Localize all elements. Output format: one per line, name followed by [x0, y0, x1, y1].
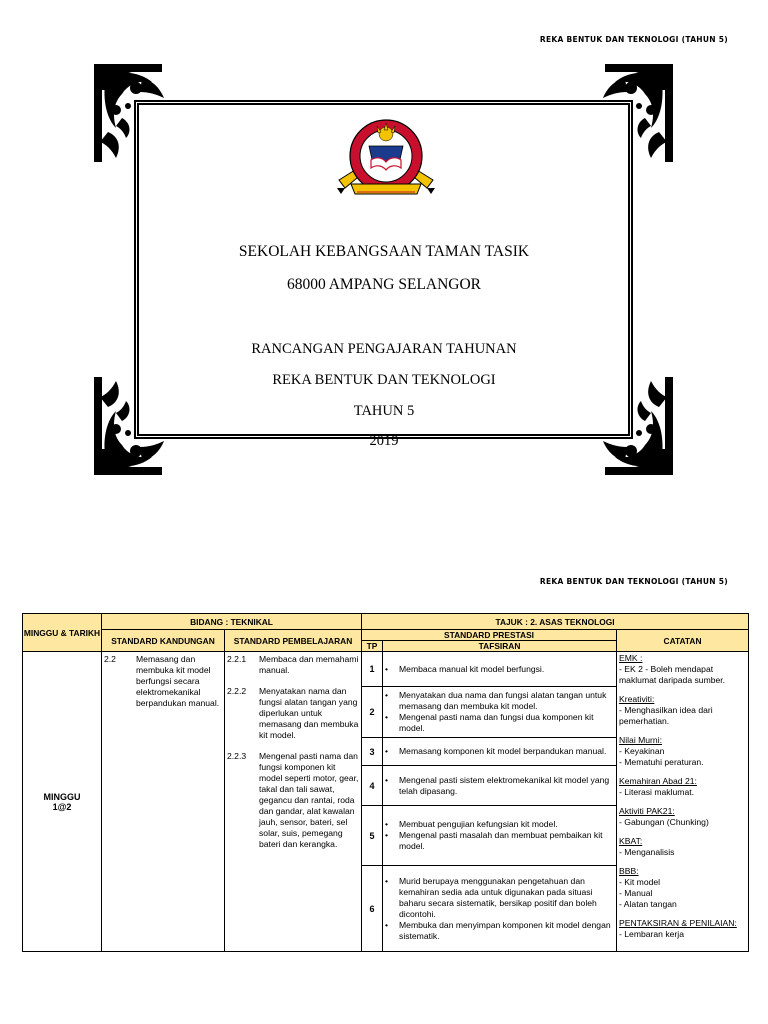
- catatan-heading: EMK :: [619, 653, 643, 663]
- standard-kandungan-cell: [102, 652, 225, 952]
- tp-cell: 4: [362, 766, 383, 806]
- catatan-line: - Lembaran kerja: [619, 929, 684, 939]
- running-header: REKA BENTUK DAN TEKNOLOGI (TAHUN 5): [539, 577, 728, 586]
- tafsiran-cell: [383, 806, 617, 866]
- catatan-line: - Literasi maklumat.: [619, 787, 694, 797]
- year-level: TAHUN 5: [353, 403, 415, 419]
- list-item: [385, 920, 612, 942]
- item-text: Memasang komponen kit model berpandukan manual.: [399, 746, 607, 756]
- tp-cell: 6: [362, 866, 383, 952]
- catatan-line: - Mematuhi peraturan.: [619, 757, 704, 767]
- item-number: 2.2.1: [227, 654, 247, 664]
- item-text: Mengenal pasti sistem elektromekanikal kit model yang telah dipasang.: [399, 774, 610, 796]
- item-text: Menyatakan dua nama dan fungsi alatan tangan untuk memasang dan membuka kit model.: [399, 690, 607, 711]
- header-tajuk: TAJUK : 2. ASAS TEKNOLOGI: [362, 614, 749, 630]
- item-text: Membuka dan menyimpan komponen kit model dengan sistematik.: [399, 919, 611, 941]
- item-number: 2.2: [104, 654, 116, 664]
- tp-cell: 3: [362, 738, 383, 766]
- bullet-icon: •: [385, 690, 389, 700]
- item-text: Membaca manual kit model berfungsi.: [399, 663, 545, 674]
- year: 2019: [369, 433, 399, 449]
- plan-title: RANCANGAN PENGAJARAN TAHUNAN: [251, 341, 517, 357]
- catatan-heading: Kreativiti:: [619, 694, 655, 704]
- catatan-line: - Keyakinan: [619, 746, 665, 756]
- bullet-icon: •: [385, 712, 389, 722]
- item-number: 2.2.2: [227, 686, 247, 696]
- list-item: [385, 712, 612, 734]
- item-number: 2.2.3: [227, 751, 247, 761]
- standard-pembelajaran-cell: [225, 652, 362, 952]
- tp-cell: 1: [362, 652, 383, 687]
- item-text: Membaca dan memahami manual.: [259, 654, 359, 675]
- bullet-icon: •: [385, 774, 389, 785]
- minggu-cell: [23, 652, 102, 952]
- tafsiran-cell: [383, 738, 617, 766]
- catatan-line: - Kit model: [619, 877, 661, 887]
- header-catatan: CATATAN: [617, 630, 749, 652]
- header-standard-prestasi: STANDARD PRESTASI: [362, 630, 617, 641]
- catatan-heading: Nilai Murni:: [619, 735, 662, 745]
- catatan-line: - Alatan tangan: [619, 899, 677, 909]
- item-text: Murid berupaya menggunakan pengetahuan dan kemahiran sedia ada untuk digunakan pada situasi baharu secara sistematik, bersikap positif dan boleh dicontohi.: [399, 875, 597, 919]
- bullet-icon: •: [385, 919, 389, 930]
- header-bidang: BIDANG : TEKNIKAL: [102, 614, 362, 630]
- running-header: REKA BENTUK DAN TEKNOLOGI (TAHUN 5): [539, 35, 728, 44]
- table-row: [23, 652, 749, 687]
- header-standard-kandungan: STANDARD KANDUNGAN: [102, 630, 225, 652]
- corner-ornament-icon: [597, 62, 675, 172]
- catatan-heading: BBB:: [619, 866, 639, 876]
- corner-ornament-icon: [92, 62, 170, 172]
- catatan-cell: [617, 652, 749, 952]
- list-item: [385, 830, 612, 852]
- header-minggu: MINGGU & TARIKH: [23, 614, 102, 652]
- header-tafsiran: TAFSIRAN: [383, 641, 617, 652]
- list-item: [385, 664, 612, 675]
- tafsiran-cell: [383, 687, 617, 738]
- tp-cell: 2: [362, 687, 383, 738]
- bullet-icon: •: [385, 875, 389, 886]
- item-text: Menyatakan nama dan fungsi alatan tangan yang diperlukan untuk memasang dan membuka kit model.: [259, 686, 359, 740]
- list-item: [385, 819, 612, 830]
- item-text: Mengenal pasti nama dan fungsi komponen kit model seperti motor, gear, takal dan tali sawat, gegancu dan rantai, roda dan gandar, alat kawalan jauh, sensor, bateri, sel solar, suis, pemegang bateri dan kerangka.: [259, 751, 359, 849]
- list-item: [385, 876, 612, 920]
- tafsiran-cell: [383, 866, 617, 952]
- minggu-label: MINGGU 1@2: [43, 791, 81, 812]
- list-item: [385, 775, 612, 797]
- catatan-heading: KBAT:: [619, 836, 643, 846]
- catatan-line: - Gabungan (Chunking): [619, 817, 709, 827]
- item-text: Mengenal pasti nama dan fungsi dua komponen kit model.: [399, 712, 594, 733]
- catatan-heading: Kemahiran Abad 21:: [619, 776, 697, 786]
- header-tp: TP: [362, 641, 383, 652]
- catatan-line: - Menghasilkan idea dari pemerhatian.: [619, 705, 713, 726]
- table-body: [23, 652, 749, 952]
- item-text: Mengenal pasti masalah dan membuat pembaikan kit model.: [399, 830, 603, 851]
- school-crest-icon: [333, 108, 439, 208]
- item-text: Membuat pengujian kefungsian kit model.: [399, 819, 558, 829]
- tp-cell: 5: [362, 806, 383, 866]
- list-item: [385, 690, 612, 712]
- list-item: [225, 652, 361, 676]
- school-name: SEKOLAH KEBANGSAAN TAMAN TASIK: [238, 243, 530, 260]
- school-address: 68000 AMPANG SELANGOR: [286, 276, 482, 293]
- subject-title: REKA BENTUK DAN TEKNOLOGI: [272, 372, 496, 388]
- list-item: [225, 749, 361, 850]
- header-standard-pembelajaran: STANDARD PEMBELAJARAN: [225, 630, 362, 652]
- bullet-icon: •: [385, 663, 389, 674]
- catatan-heading: Aktiviti PAK21:: [619, 806, 675, 816]
- tafsiran-cell: [383, 766, 617, 806]
- catatan-line: - Manual: [619, 888, 653, 898]
- catatan-heading: PENTAKSIRAN & PENILAIAN:: [619, 918, 737, 928]
- catatan-line: - Menganalisis: [619, 847, 675, 857]
- tafsiran-cell: [383, 652, 617, 687]
- list-item: [225, 684, 361, 741]
- lesson-plan-table: [22, 613, 749, 952]
- list-item: [385, 746, 612, 757]
- bullet-icon: •: [385, 830, 389, 840]
- bullet-icon: •: [385, 746, 389, 756]
- list-item: [102, 652, 224, 709]
- item-text: Memasang dan membuka kit model berfungsi secara elektromekanikal berpandukan manual.: [136, 654, 220, 708]
- catatan-line: - EK 2 - Boleh mendapat maklumat daripada sumber.: [619, 664, 726, 685]
- bullet-icon: •: [385, 819, 389, 829]
